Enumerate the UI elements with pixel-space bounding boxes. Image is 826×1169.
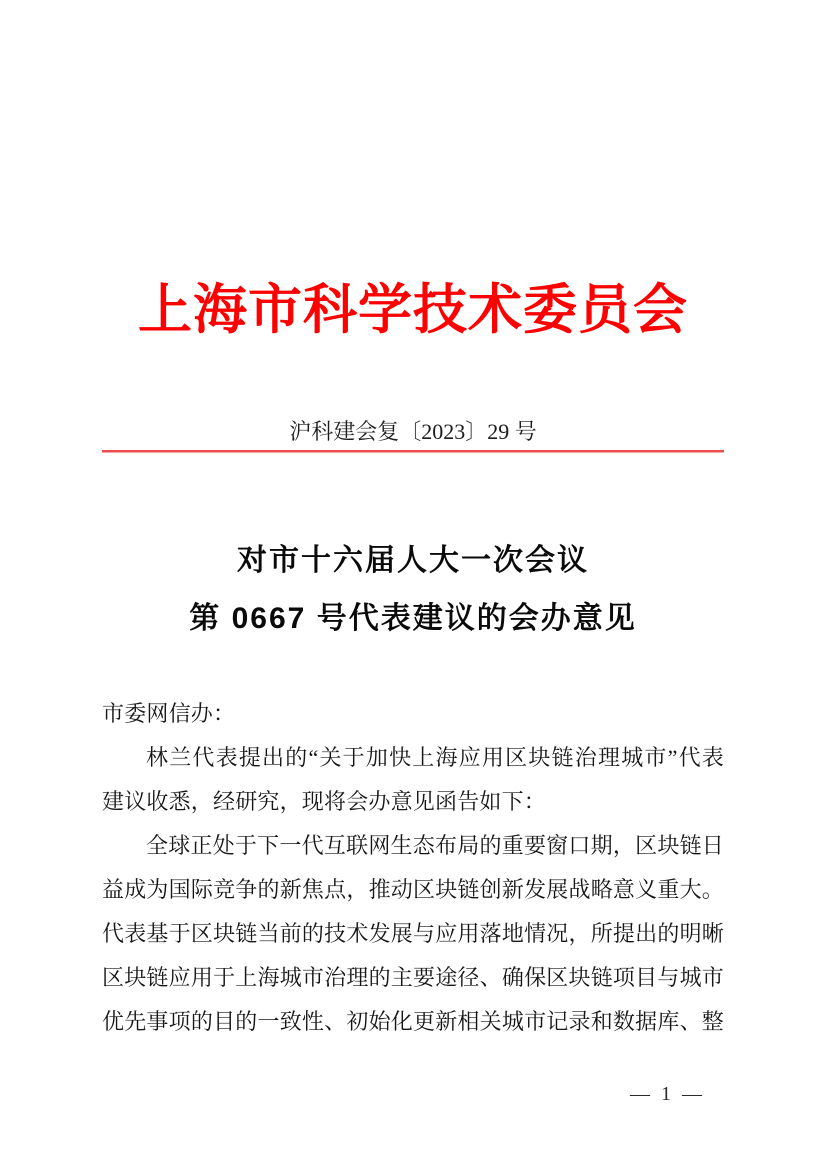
document-title	[0, 532, 826, 648]
body-line: 建议收悉，经研究，现将会办意见函告如下：	[102, 789, 547, 814]
body-line: 优先事项的目的一致性、初始化更新相关城市记录和数据库、整	[102, 1009, 724, 1034]
document-reference-number: 沪科建会复〔2023〕29 号	[289, 419, 537, 444]
body-line: 益成为国际竞争的新焦点，推动区块链创新发展战略意义重大。	[102, 877, 724, 902]
document-title-line-2: 第 0667 号代表建议的会办意见	[189, 602, 637, 635]
body-line: 代表基于区块链当前的技术发展与应用落地情况，所提出的明晰	[102, 921, 724, 946]
body-line: 区块链应用于上海城市治理的主要途径、确保区块链项目与城市	[102, 965, 724, 990]
document-title-line-1: 对市十六届人大一次会议	[237, 544, 589, 577]
red-divider-line	[102, 450, 724, 453]
agency-masthead-title: 上海市科学技术委员会	[138, 280, 688, 340]
page-number: — 1 —	[630, 1083, 705, 1105]
body-line-salutation: 市委网信办：	[102, 701, 236, 726]
body-line: 林兰代表提出的“关于加快上海应用区块链治理城市”代表	[146, 745, 724, 770]
document-body	[102, 692, 724, 1044]
body-line: 全球正处于下一代互联网生态布局的重要窗口期，区块链日	[146, 833, 724, 858]
